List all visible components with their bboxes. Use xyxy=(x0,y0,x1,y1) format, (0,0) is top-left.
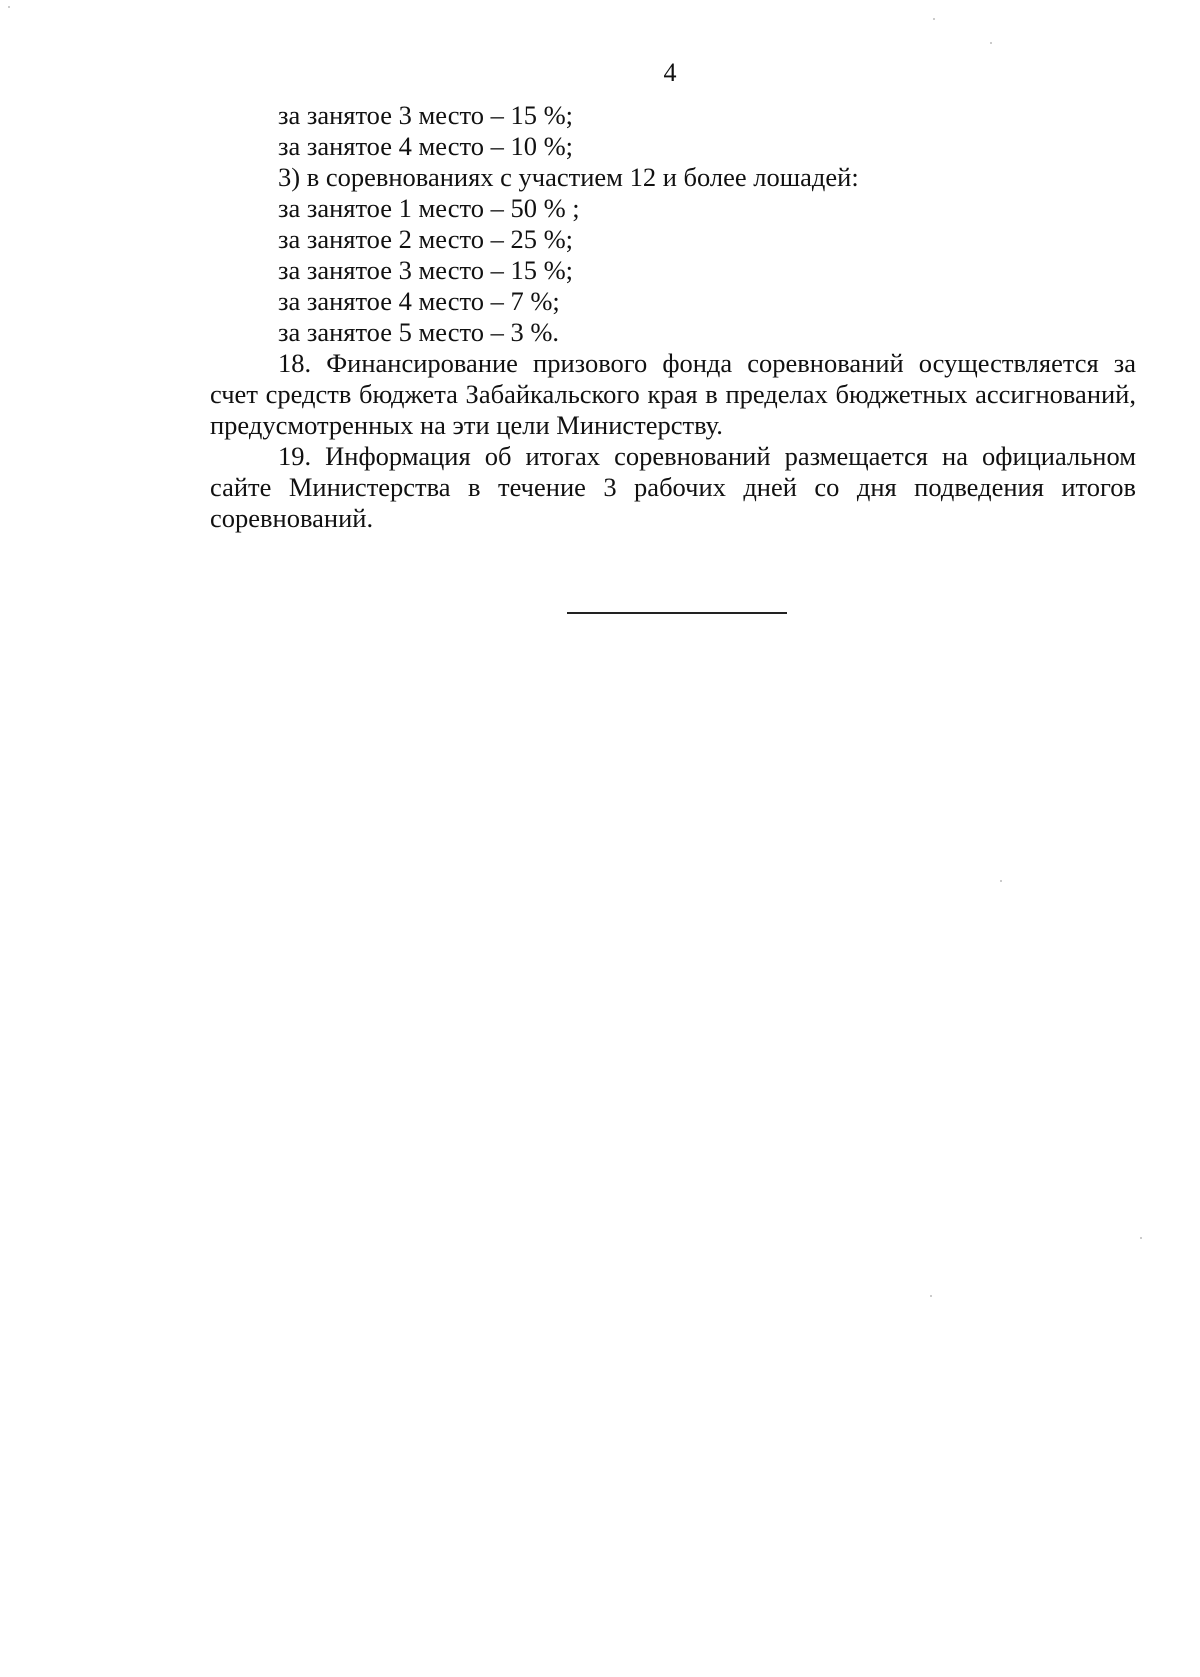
scan-speck xyxy=(933,18,935,20)
prize-line-3rd-place: за занятое 3 место – 15 %; xyxy=(278,100,574,130)
page-number: 4 xyxy=(663,58,677,87)
prize-line-5th-place: за занятое 5 место – 3 %. xyxy=(278,317,560,347)
prize-line-4th-place: за занятое 4 место – 7 %; xyxy=(278,286,560,316)
document-body xyxy=(210,100,1136,534)
paragraph-19-results-publication: 19. Информация об итогах соревнований размещается на официальном сайте Министерства в течение 3 рабочих дней со дня подведения итогов соревнований. xyxy=(210,441,1136,533)
prize-line-4th-place: за занятое 4 место – 10 %; xyxy=(278,131,574,161)
scan-speck xyxy=(930,1295,932,1297)
prize-line-1st-place: за занятое 1 место – 50 % ; xyxy=(278,193,580,223)
subsection-heading-12-horses: 3) в соревнованиях с участием 12 и более лошадей: xyxy=(278,162,859,192)
paragraph-18-financing: 18. Финансирование призового фонда соревнований осуществляется за счет средств бюджета Забайкальского края в пределах бюджетных ассигнований, предусмотренных на эти цели Министерству. xyxy=(210,348,1136,440)
scan-speck xyxy=(1140,1237,1142,1239)
prize-line-2nd-place: за занятое 2 место – 25 %; xyxy=(278,224,574,254)
end-of-document-rule xyxy=(567,612,787,614)
scan-speck xyxy=(8,6,10,8)
scan-speck xyxy=(1000,880,1002,882)
scan-speck xyxy=(990,42,992,44)
prize-line-3rd-place: за занятое 3 место – 15 %; xyxy=(278,255,574,285)
